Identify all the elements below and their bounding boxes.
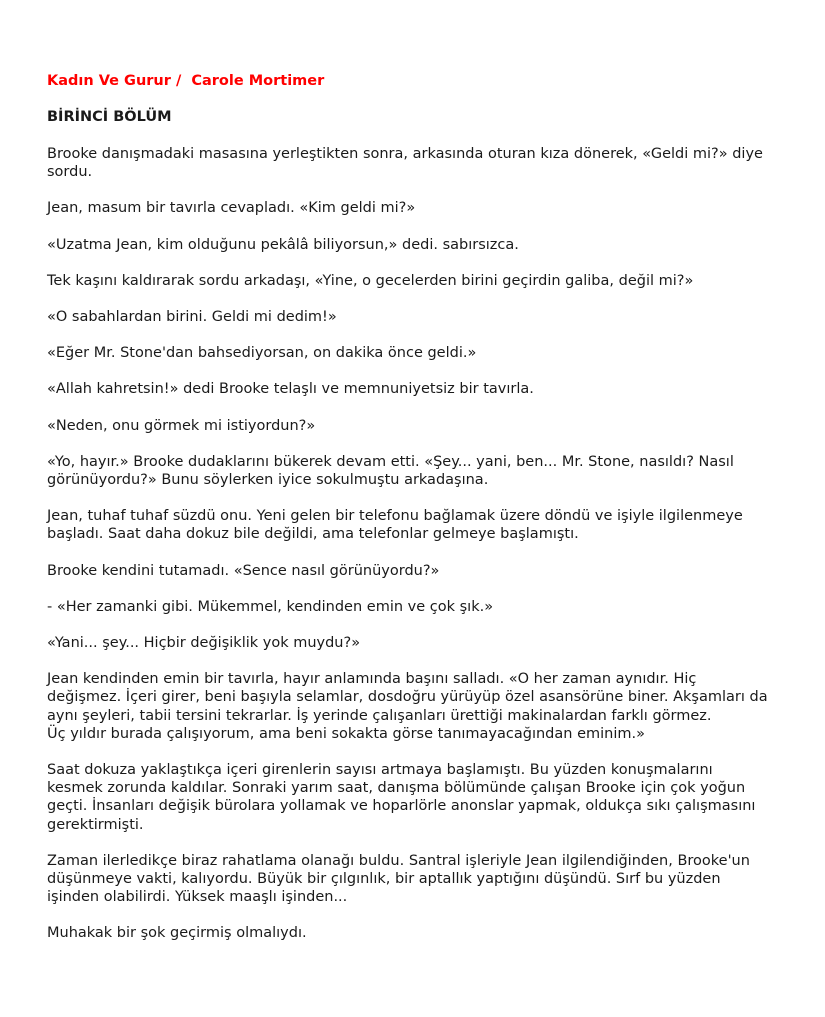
paragraph: «O sabahlardan birini. Geldi mi dedim!» <box>47 309 337 326</box>
paragraph: «Eğer Mr. Stone'dan bahsediyorsan, on dakika önce geldi.» <box>47 345 477 362</box>
chapter-heading: BİRİNCİ BÖLÜM <box>47 109 172 125</box>
paragraph: Muhakak bir şok geçirmiş olmalıydı. <box>47 925 307 942</box>
paragraph: Jean kendinden emin bir tavırla, hayır anlamında başını salladı. «O her zaman aynıdır. Hiç değişmez. İçeri girer, beni başıyla selamlar, dosdoğru yürüyüp özel asansörüne biner. Akşamları da aynı şeyleri, tabii tersini tekrarlar. İş yerinde çalışanları ürettiği makinalardan farklı görmez. Üç yıldır burada çalışıyorum, ama beni sokakta görse tanımayacağından eminim.» <box>47 671 768 742</box>
paragraph: Zaman ilerledikçe biraz rahatlama olanağı buldu. Santral işleriyle Jean ilgilendiğinden, Brooke'un düşünmeye vakti, kalıyordu. Büyük bir çılgınlık, bir aptallık yaptığını düşündü. Sırf bu yüzden işinden olabilirdi. Yüksek maaşlı işinden... <box>47 852 750 906</box>
paragraph: «Yani... şey... Hiçbir değişiklik yok muydu?» <box>47 635 361 652</box>
paragraph: - «Her zamanki gibi. Mükemmel, kendinden emin ve çok şık.» <box>47 598 494 615</box>
paragraph: Brooke danışmadaki masasına yerleştikten sonra, arkasında oturan kıza dönerek, «Geldi mi?» diye sordu. <box>47 146 763 181</box>
story-body <box>47 145 785 943</box>
paragraph: Brooke kendini tutamadı. «Sence nasıl görünüyordu?» <box>47 562 440 579</box>
paragraph: «Yo, hayır.» Brooke dudaklarını bükerek devam etti. «Şey... yani, ben... Mr. Stone, nasıldı? Nasıl görünüyordu?» Bunu söylerken iyice sokulmuştu arkadaşına. <box>47 453 734 489</box>
paragraph: «Uzatma Jean, kim olduğunu pekâlâ biliyorsun,» dedi. sabırsızca. <box>47 236 519 253</box>
book-title: Kadın Ve Gurur / Carole Mortimer <box>47 73 325 89</box>
paragraph: «Neden, onu görmek mi istiyordun?» <box>47 417 316 434</box>
paragraph: «Allah kahretsin!» dedi Brooke telaşlı ve memnuniyetsiz bir tavırla. <box>47 381 534 398</box>
paragraph: Jean, masum bir tavırla cevapladı. «Kim geldi mi?» <box>47 200 416 217</box>
paragraph: Tek kaşını kaldırarak sordu arkadaşı, «Yine, o gecelerden birini geçirdin galiba, değil mi?» <box>47 272 694 289</box>
paragraph: Saat dokuza yaklaştıkça içeri girenlerin sayısı artmaya başlamıştı. Bu yüzden konuşmalarını kesmek zorunda kaldılar. Sonraki yarım saat, danışma bölümünde çalışan Brooke için çok yoğun geçti. İnsanları değişik bürolara yollamak ve hoparlörle anonslar yapmak, oldukça sıkı çalışmasını gerektirmişti. <box>47 762 756 833</box>
paragraph: Jean, tuhaf tuhaf süzdü onu. Yeni gelen bir telefonu bağlamak üzere döndü ve işiyle ilgilenmeye başladı. Saat daha dokuz bile değildi, ama telefonlar gelmeye başlamıştı. <box>47 508 743 543</box>
